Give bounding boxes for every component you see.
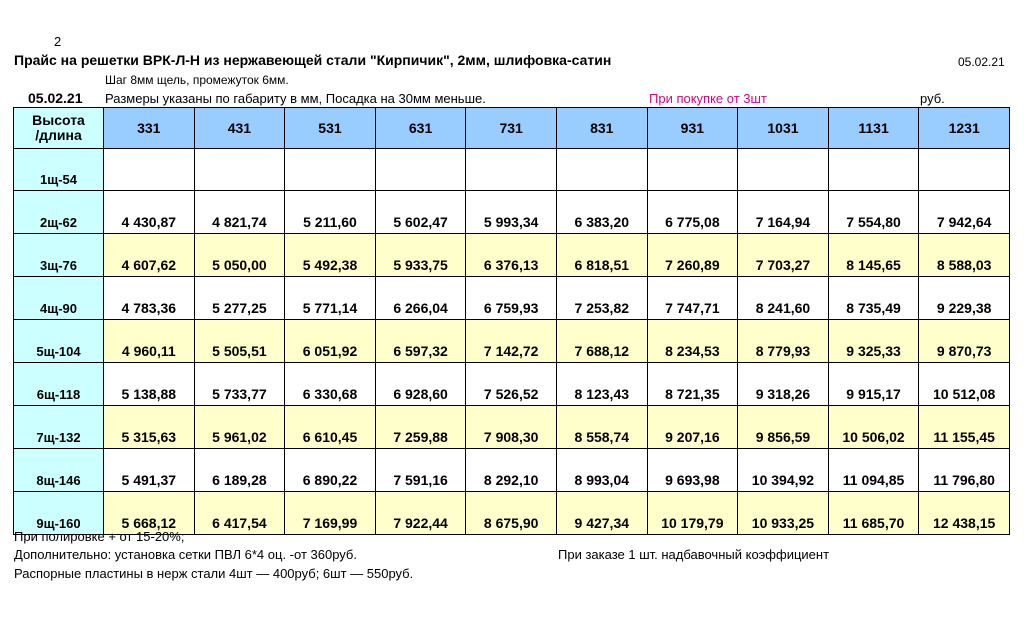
price-cell: 5 211,60 [285,191,376,234]
price-cell: 4 607,62 [104,234,195,277]
price-cell: 4 783,36 [104,277,195,320]
price-cell: 8 234,53 [647,320,738,363]
price-cell: 6 383,20 [556,191,647,234]
price-cell: 6 376,13 [466,234,557,277]
price-cell: 5 668,12 [104,492,195,535]
price-cell: 5 733,77 [194,363,285,406]
column-header: 831 [556,108,647,149]
price-cell: 7 253,82 [556,277,647,320]
price-cell: 10 394,92 [738,449,829,492]
price-list-title: Прайс на решетки ВРК-Л-Н из нержавеющей стали "Кирпичик", 2мм, шлифовка-сатин [14,52,612,68]
row-label: 2щ-62 [14,191,104,234]
price-cell: 7 142,72 [466,320,557,363]
table-row [14,149,1010,191]
single-order-note: При заказе 1 шт. надбавочный коэффициент [558,547,830,562]
price-cell: 9 870,73 [919,320,1010,363]
row-label: 7щ-132 [14,406,104,449]
price-cell: 7 922,44 [375,492,466,535]
price-cell [194,149,285,191]
column-header: 531 [285,108,376,149]
price-cell: 10 179,79 [647,492,738,535]
price-cell [738,149,829,191]
column-header: 331 [104,108,195,149]
column-header: 1131 [828,108,919,149]
price-cell: 7 703,27 [738,234,829,277]
price-cell: 11 685,70 [828,492,919,535]
page-number: 2 [54,34,62,49]
price-cell: 9 325,33 [828,320,919,363]
price-cell [466,149,557,191]
table-row [14,406,1010,449]
polish-note: При полировке + от 15-20%; [14,529,185,544]
table-row [14,363,1010,406]
step-note: Шаг 8мм щель, промежуток 6мм. [105,73,289,87]
price-cell: 7 942,64 [919,191,1010,234]
price-cell [375,149,466,191]
price-cell: 7 526,52 [466,363,557,406]
price-cell: 8 123,43 [556,363,647,406]
price-cell: 10 506,02 [828,406,919,449]
price-cell: 6 597,32 [375,320,466,363]
price-cell: 6 818,51 [556,234,647,277]
row-label: 4щ-90 [14,277,104,320]
price-cell: 11 155,45 [919,406,1010,449]
column-header: 1031 [738,108,829,149]
price-cell: 5 933,75 [375,234,466,277]
table-body [14,149,1010,535]
column-header: 1231 [919,108,1010,149]
price-cell: 6 266,04 [375,277,466,320]
price-cell [556,149,647,191]
price-cell: 7 169,99 [285,492,376,535]
price-cell: 5 277,25 [194,277,285,320]
price-cell: 9 229,38 [919,277,1010,320]
price-cell: 8 721,35 [647,363,738,406]
price-cell: 8 588,03 [919,234,1010,277]
price-cell: 5 491,37 [104,449,195,492]
price-cell: 9 427,34 [556,492,647,535]
table-row [14,191,1010,234]
price-cell: 9 856,59 [738,406,829,449]
price-cell: 8 292,10 [466,449,557,492]
price-cell: 6 189,28 [194,449,285,492]
price-cell: 4 960,11 [104,320,195,363]
price-cell: 9 318,26 [738,363,829,406]
corner-cell [14,108,104,149]
price-cell: 8 241,60 [738,277,829,320]
price-cell: 6 330,68 [285,363,376,406]
price-cell [919,149,1010,191]
corner-height-label: Высота [32,112,85,128]
table-row [14,320,1010,363]
price-cell: 5 138,88 [104,363,195,406]
row-label: 6щ-118 [14,363,104,406]
price-cell [285,149,376,191]
price-cell: 8 993,04 [556,449,647,492]
corner-length-label: /длина [35,127,82,143]
price-cell: 5 961,02 [194,406,285,449]
price-cell: 6 610,45 [285,406,376,449]
currency-label: руб. [920,91,945,106]
price-table [13,107,1010,535]
table-row [14,277,1010,320]
promo-note: При покупке от 3шт [649,91,767,106]
price-cell: 5 492,38 [285,234,376,277]
price-cell: 5 505,51 [194,320,285,363]
price-cell: 4 430,87 [104,191,195,234]
price-cell: 7 908,30 [466,406,557,449]
date-right: 05.02.21 [958,55,1005,69]
table-row [14,234,1010,277]
price-cell: 6 051,92 [285,320,376,363]
column-header: 431 [194,108,285,149]
row-label: 5щ-104 [14,320,104,363]
price-cell: 7 554,80 [828,191,919,234]
table-row [14,449,1010,492]
price-cell: 6 759,93 [466,277,557,320]
price-cell: 5 771,14 [285,277,376,320]
price-cell: 11 094,85 [828,449,919,492]
price-cell [104,149,195,191]
price-cell: 5 993,34 [466,191,557,234]
price-cell: 5 602,47 [375,191,466,234]
sizes-note: Размеры указаны по габариту в мм, Посадка на 30мм меньше. [105,91,486,106]
row-label: 3щ-76 [14,234,104,277]
column-header: 631 [375,108,466,149]
date-left: 05.02.21 [28,90,83,106]
extra-note: Дополнительно: установка сетки ПВЛ 6*4 оц. -от 360руб. [14,547,357,562]
table-header-row [14,108,1010,149]
column-header: 731 [466,108,557,149]
price-cell: 8 145,65 [828,234,919,277]
price-cell [647,149,738,191]
price-cell: 7 747,71 [647,277,738,320]
column-header: 931 [647,108,738,149]
price-cell: 8 675,90 [466,492,557,535]
price-cell: 10 512,08 [919,363,1010,406]
price-cell: 4 821,74 [194,191,285,234]
price-cell: 7 260,89 [647,234,738,277]
price-cell: 6 928,60 [375,363,466,406]
row-label: 1щ-54 [14,149,104,191]
price-cell: 8 735,49 [828,277,919,320]
price-cell: 8 558,74 [556,406,647,449]
price-cell: 9 915,17 [828,363,919,406]
price-cell: 5 050,00 [194,234,285,277]
price-cell: 7 164,94 [738,191,829,234]
row-label: 8щ-146 [14,449,104,492]
price-cell: 10 933,25 [738,492,829,535]
plates-note: Распорные пластины в нерж стали 4шт — 400руб; 6шт — 550руб. [14,566,414,581]
price-cell: 9 693,98 [647,449,738,492]
price-cell: 12 438,15 [919,492,1010,535]
price-cell: 6 890,22 [285,449,376,492]
price-cell: 11 796,80 [919,449,1010,492]
price-cell: 8 779,93 [738,320,829,363]
price-cell: 7 688,12 [556,320,647,363]
price-cell: 7 259,88 [375,406,466,449]
price-cell: 5 315,63 [104,406,195,449]
row-label: 9щ-160 [14,492,104,535]
price-cell: 7 591,16 [375,449,466,492]
price-cell: 6 417,54 [194,492,285,535]
price-cell: 9 207,16 [647,406,738,449]
price-cell: 6 775,08 [647,191,738,234]
price-cell [828,149,919,191]
